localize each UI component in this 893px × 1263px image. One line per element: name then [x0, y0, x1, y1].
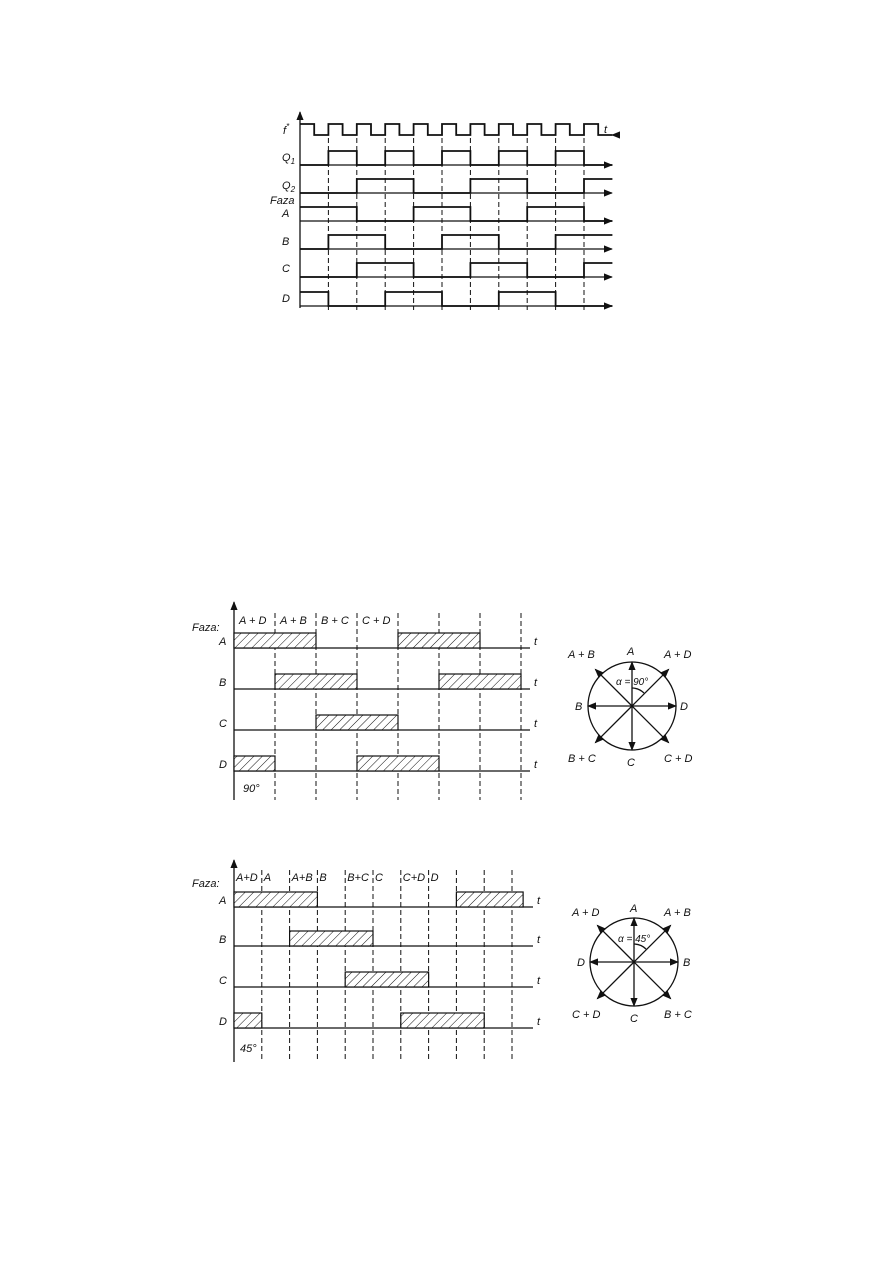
signal-waveform [300, 207, 612, 221]
clock-waveform [300, 124, 612, 135]
circle2-right: B [683, 957, 691, 969]
circle1-left: B [575, 701, 583, 713]
circle1-alpha: α = 90° [616, 677, 649, 688]
phase-pulse [290, 931, 373, 946]
signal-row [282, 263, 612, 277]
phase-row [218, 633, 538, 648]
circle2-vectors [590, 918, 678, 1006]
phase-label: B [219, 934, 227, 946]
phase-t-label: t [534, 677, 538, 689]
circle1-br: C + D [664, 753, 693, 765]
signal-row [282, 292, 612, 306]
step-header: B [319, 872, 327, 884]
phase-row [219, 1013, 541, 1028]
phase-label: A [219, 636, 227, 648]
phase-pulse [275, 674, 357, 689]
signal-row [282, 235, 612, 249]
phase-pulse [316, 715, 398, 730]
circle1-vectors [588, 662, 676, 750]
phase-t-label: t [537, 1016, 541, 1028]
phase-row [218, 892, 541, 907]
signal-label: A [282, 208, 290, 220]
step-vector-circle-90 [567, 646, 692, 769]
signal-row [282, 151, 612, 166]
vector-diag-se [634, 962, 671, 999]
step-header: A + B [280, 615, 307, 627]
step-vector-circle-45 [571, 903, 692, 1025]
phase-diagram-45 [192, 860, 541, 1062]
vector-diag-sw [595, 706, 632, 743]
circle1-alpha-arc [632, 688, 644, 693]
signal-waveform [300, 263, 612, 277]
step-header: B+C [347, 872, 369, 884]
phase-t-label: t [534, 718, 538, 730]
signal-waveform [300, 235, 612, 249]
phase-label: D [219, 1016, 227, 1028]
phase-pulse [401, 1013, 484, 1028]
signal-row [281, 207, 612, 221]
phase-row [219, 931, 541, 946]
circle2-tr: A + B [664, 907, 691, 919]
circle1-top: A [627, 646, 635, 658]
phase-row [219, 972, 541, 987]
phase-pulse [456, 892, 523, 907]
step-header: C [375, 872, 383, 884]
phase-t-label: t [537, 975, 541, 987]
clock-label: f* [283, 122, 290, 137]
signal-waveform [300, 292, 612, 306]
circle1-right: D [680, 701, 688, 713]
signal-row [282, 179, 612, 194]
circle2-left: D [577, 957, 585, 969]
circle2-alpha: α = 45° [618, 934, 651, 945]
circle2-br: B + C [664, 1009, 692, 1021]
phase-label: A [219, 895, 227, 907]
phase-pulse [234, 633, 316, 648]
fig3-phase-rows [218, 892, 541, 1028]
step-header: D [430, 872, 439, 884]
signal-waveform [300, 179, 612, 193]
timing-diagram-counter [270, 112, 612, 310]
phase-pulse [234, 756, 275, 771]
circle2-tl: A + D [572, 907, 600, 919]
fig3-step-headers [235, 872, 439, 884]
phase-pulse [234, 892, 317, 907]
phase-pulse [357, 756, 439, 771]
phase-t-label: t [534, 759, 538, 771]
phase-pulse [439, 674, 521, 689]
vector-diag-se [632, 706, 669, 743]
step-header: C + D [362, 615, 391, 627]
phase-label: B [219, 677, 227, 689]
fig1-dashed-markers [328, 138, 584, 310]
signal-rows [281, 151, 612, 306]
phase-t-label: t [537, 934, 541, 946]
phase-row [219, 674, 538, 689]
phase-label: D [219, 759, 227, 771]
phase-pulse [345, 972, 428, 987]
vector-diag-sw [597, 962, 634, 999]
phase-label: C [219, 718, 227, 730]
circle1-tr: A + D [664, 649, 692, 661]
phase-pulse [234, 1013, 262, 1028]
phase-row [219, 715, 538, 730]
signal-waveform [300, 151, 612, 165]
phase-row [219, 756, 538, 771]
phase-label: C [219, 975, 227, 987]
step-header: A+D [236, 872, 258, 884]
signal-label: $Q_1$ [282, 152, 296, 166]
fig2-phase-rows [218, 633, 538, 771]
phase-pulse [398, 633, 480, 648]
signal-label: C [282, 263, 290, 275]
signal-label: B [282, 236, 290, 248]
fig3-angle-note: 45° [240, 1043, 257, 1055]
clock-t-label: t [604, 124, 608, 136]
clock-signal [300, 124, 612, 135]
phase-diagram-90 [192, 602, 538, 800]
signal-label: D [282, 293, 290, 305]
circle2-bottom: C [630, 1013, 638, 1025]
circle2-bl: C + D [572, 1009, 601, 1021]
circle2-top: A [630, 903, 638, 915]
circle1-bl: B + C [568, 753, 596, 765]
step-header: B + C [321, 615, 349, 627]
circle1-tl: A + B [568, 649, 595, 661]
phase-t-label: t [537, 895, 541, 907]
fig2-step-headers [238, 615, 390, 627]
phase-t-label: t [534, 636, 538, 648]
signal-label: $Q_2$ [282, 180, 296, 194]
step-header: A + D [239, 615, 267, 627]
fig3-faza-label: Faza: [192, 878, 220, 890]
step-header: A+B [291, 872, 313, 884]
faza-label: Faza [270, 195, 295, 207]
fig2-angle-note: 90° [243, 783, 260, 795]
circle1-bottom: C [627, 757, 635, 769]
fig2-faza-label: Faza: [192, 622, 220, 634]
step-header: C+D [402, 872, 426, 884]
step-header: A [263, 872, 272, 884]
